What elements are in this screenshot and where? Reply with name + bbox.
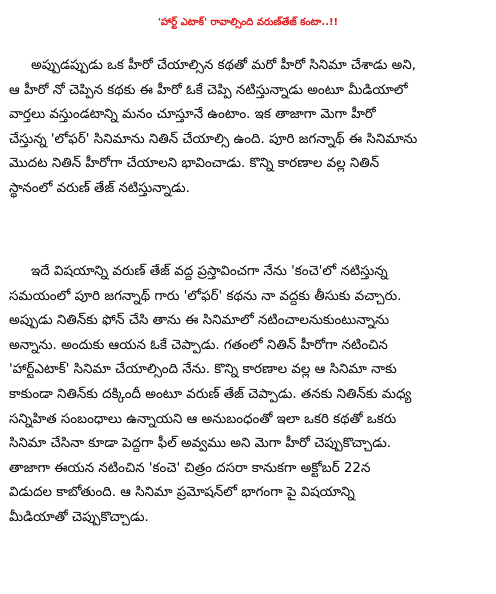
paragraph-line: విడుదల కాబోతుంది. ఆ సినిమా ప్రమోషన్‌లో భాగంగా పై విషయాన్ని: [9, 485, 355, 501]
paragraph-line: అన్నాను. అందుకు ఆయన ఓకే చెప్పాడు. గతంలో నితిన్ హీరోగా నటించిన: [9, 337, 388, 353]
paragraph-line: సినిమా చేసినా కూడా పెద్దగా ఫీల్ అవ్వము అని మెగా హీరో చెప్పుకొచ్చాడు.: [9, 436, 392, 452]
paragraph-line: వార్తలు వస్తుండటాన్ని మనం చూస్తూనే ఉంటాం. ఇక తాజాగా మెగా హీరో: [9, 107, 376, 123]
paragraph-line: సమయంలో పూరి జగన్నాథ్ గారు 'లోఫర్' కథను నా వద్దకు తీసుకు వచ్చారు.: [9, 288, 402, 304]
article-headline: 'హార్ట్ ఎటాక్' రావాల్సింది వరుణ్‌తేజ్ కంటా..!!: [157, 16, 339, 28]
paragraph-line: అప్పుడు నితిన్‌కు ఫోన్ చేసి తాను ఈ సినిమాలో నటించాలనుకుంటున్నాను: [9, 313, 390, 329]
paragraph-line: కాకుండా నితిన్‌కు దక్కిందీ అంటూ వరుణ్ తేజ్ చెప్పాడు. తనకు నితిన్‌కు మధ్య: [9, 386, 412, 402]
paragraph-line: తాజాగా ఈయన నటించిన 'కంచె' చిత్రం దసరా కానుకగా అక్టోబర్ 22న: [9, 460, 371, 476]
article-paragraph-2: [9, 260, 487, 531]
paragraph-line: చేస్తున్న 'లోఫర్' సినిమాను నితిన్ చేయాల్సి ఉంది. పూరి జగన్నాథ్ ఈ సినిమాను: [9, 131, 418, 147]
paragraph-line: అప్పుడప్పుడు ఒక హీరో చేయాల్సిన కథతో మరో హీరో సినిమా చేశాడు అని,: [31, 58, 417, 73]
paragraph-line: స్థానంలో వరుణ్ తేజ్ నటిస్తున్నాడు.: [9, 180, 190, 196]
paragraph-line: 'హార్ట్‌ఎటాక్' సినిమా చేయాల్సింది నేను. కొన్ని కారణాల వల్ల ఆ సినిమా నాకు: [9, 362, 397, 378]
article-paragraph-1: [9, 54, 487, 202]
paragraph-line: సన్నిహిత సంబంధాలు ఉన్నాయని ఆ అనుబంధంతో ఇలా ఒకరి కథతో ఒకరు: [9, 411, 397, 427]
paragraph-line: మొదట నితిన్ హీరోగా చేయాలని భావించాడు. కొన్ని కారణాల వల్ల నితిన్: [9, 156, 380, 172]
paragraph-line: ఆ హీరో నో చెప్పిన కథకు ఈ హీరో ఓకే చెప్పి నటిస్తున్నాడు అంటూ మీడియాలో: [9, 82, 408, 98]
paragraph-line: ఇదే విషయాన్ని వరుణ్ తేజ్ వద్ద ప్రస్తావించగా నేను 'కంచె'లో నటిస్తున్న: [31, 264, 388, 279]
paragraph-line: మీడియాతో చెప్పుకొచ్చాడు.: [9, 509, 149, 525]
